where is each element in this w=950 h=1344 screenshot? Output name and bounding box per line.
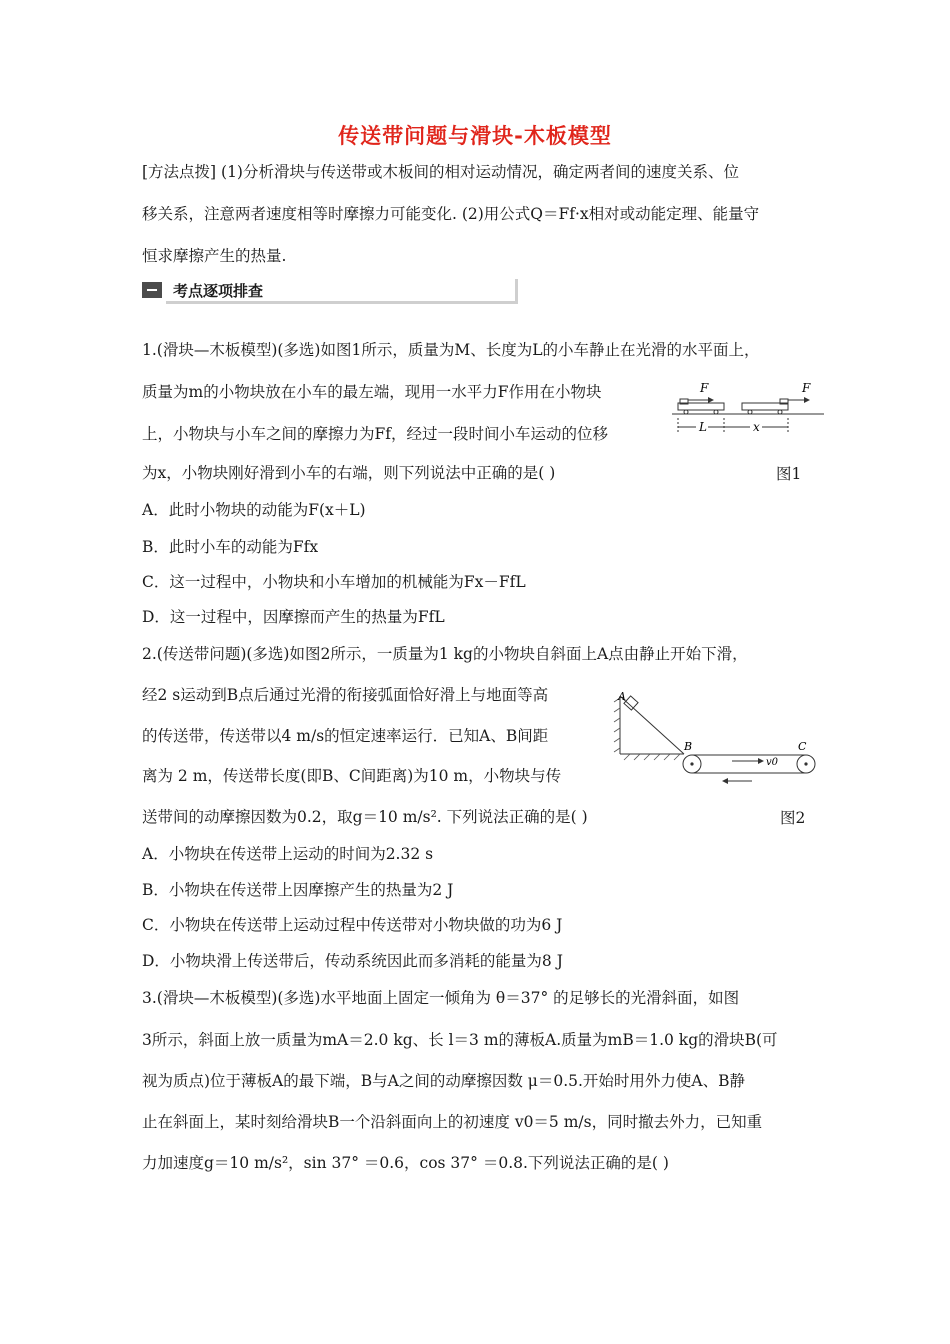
figure-2-caption: 图2: [780, 809, 806, 827]
fig2-point-c: C: [798, 740, 807, 753]
figure-1: [672, 380, 824, 440]
q2-line-5: 送带间的动摩擦因数为0.2，取g＝10 m/s². 下列说法正确的是( ): [142, 808, 588, 826]
fig1-length-label: L: [699, 420, 707, 434]
intro-line-3: 恒求摩擦产生的热量.: [142, 247, 287, 265]
q3-line-2: 3所示，斜面上放一质量为mA＝2.0 kg、长 l＝3 m的薄板A.质量为mB＝1.0 kg的滑块B(可: [142, 1031, 778, 1049]
section-edge: [515, 279, 518, 303]
q1-line-2: 质量为m的小物块放在小车的最左端，现用一水平力F作用在小物块: [142, 383, 602, 401]
intro-line-2: 移关系，注意两者速度相等时摩擦力可能变化. (2)用公式Q＝Ff·x相对或动能定理、能量守: [142, 205, 760, 223]
fig2-point-a: A: [618, 690, 626, 703]
q2-line-1: 2.(传送带问题)(多选)如图2所示，一质量为1 kg的小物块自斜面上A点由静止开始下滑，: [142, 645, 748, 663]
section-header: [142, 279, 518, 305]
fig1-force-label-1: F: [700, 381, 709, 395]
q1-line-3: 上，小物块与小车之间的摩擦力为Ff，经过一段时间小车运动的位移: [142, 425, 608, 443]
figure-2: [612, 688, 826, 784]
q1-option-b: B．此时小车的动能为Ffx: [142, 538, 319, 556]
page-title: 传送带问题与滑块-木板模型: [338, 124, 612, 148]
q1-option-d: D．这一过程中，因摩擦而产生的热量为FfL: [142, 608, 445, 626]
section-underline: [166, 301, 518, 304]
cart-start: [678, 397, 724, 414]
q3-line-1: 3.(滑块—木板模型)(多选)水平地面上固定一倾角为 θ＝37° 的足够长的光滑斜面，如图: [142, 989, 740, 1007]
cart-end: [742, 397, 810, 414]
q2-line-3: 的传送带，传送带以4 m/s的恒定速率运行．已知A、B间距: [142, 727, 549, 745]
q2-line-4: 离为 2 m，传送带长度(即B、C间距离)为10 m，小物块与传: [142, 767, 562, 785]
q2-option-b: B．小物块在传送带上因摩擦产生的热量为2 J: [142, 881, 454, 899]
q2-option-c: C．小物块在传送带上运动过程中传送带对小物块做的功为6 J: [142, 916, 563, 934]
q1-option-a: A．此时小物块的动能为F(x＋L): [142, 501, 366, 519]
fig2-velocity-label: v0: [766, 757, 779, 768]
figure-1-caption: 图1: [776, 465, 802, 483]
q1-line-1: 1.(滑块—木板模型)(多选)如图1所示，质量为M、长度为L的小车静止在光滑的水平面上，: [142, 341, 760, 359]
q1-option-c: C．这一过程中，小物块和小车增加的机械能为Fx－FfL: [142, 573, 526, 591]
intro-line-1: [方法点拨] (1)分析滑块与传送带或木板间的相对运动情况，确定两者间的速度关系、位: [142, 163, 739, 181]
q2-line-2: 经2 s运动到B点后通过光滑的衔接弧面恰好滑上与地面等高: [142, 686, 549, 704]
block-icon: [624, 696, 638, 710]
section-label: 考点逐项排查: [173, 282, 264, 300]
q1-line-4: 为x，小物块刚好滑到小车的右端，则下列说法中正确的是( ): [142, 464, 556, 482]
fig1-displacement-label: x: [753, 420, 760, 434]
fig1-force-label-2: F: [802, 381, 811, 395]
q3-line-4: 止在斜面上，某时刻给滑块B一个沿斜面向上的初速度 v0＝5 m/s，同时撤去外力，已知重: [142, 1113, 763, 1131]
section-number-icon: [142, 282, 162, 298]
q2-option-d: D．小物块滑上传送带后，传动系统因此而多消耗的能量为8 J: [142, 952, 563, 970]
fig2-point-b: B: [684, 740, 693, 753]
q2-option-a: A．小物块在传送带上运动的时间为2.32 s: [142, 845, 434, 863]
q3-line-3: 视为质点)位于薄板A的最下端，B与A之间的动摩擦因数 μ＝0.5.开始时用外力使A、B静: [142, 1072, 745, 1090]
q3-line-5: 力加速度g＝10 m/s²，sin 37° ＝0.6，cos 37° ＝0.8.下列说法正确的是( ): [142, 1154, 669, 1172]
